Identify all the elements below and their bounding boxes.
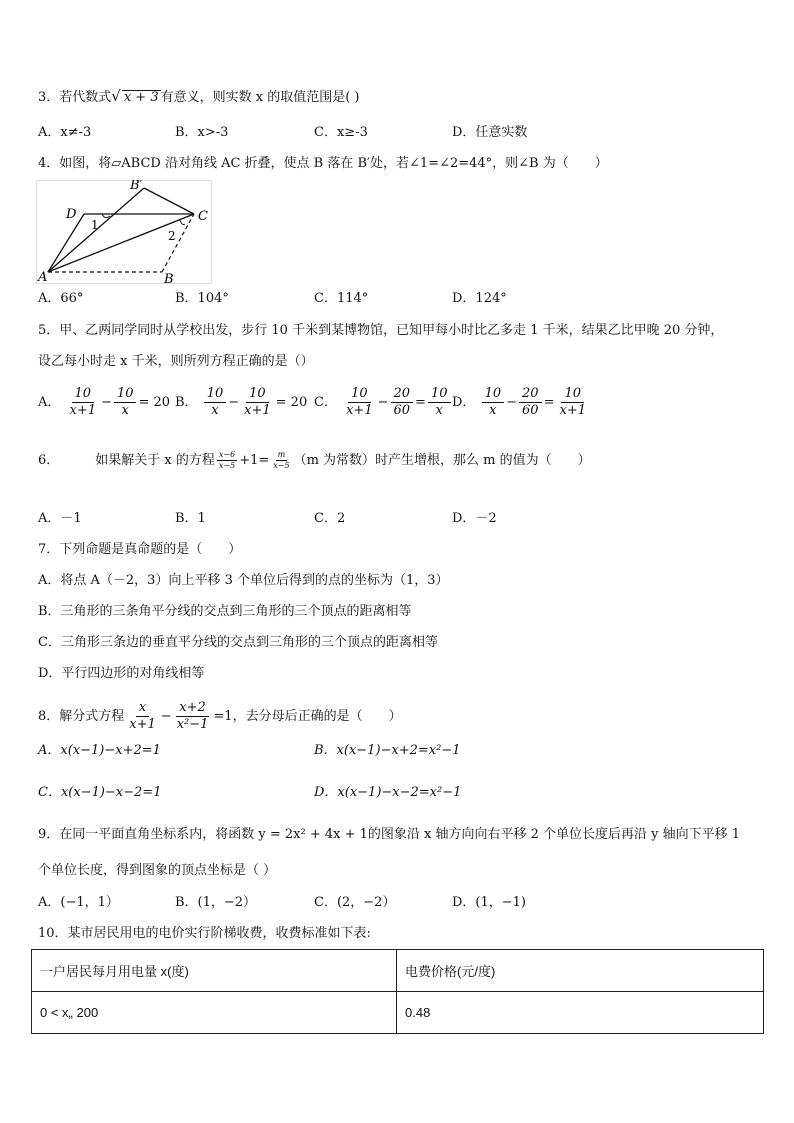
q9-stem-line1: 9．在同一平面直角坐标系内，将函数 y = 2x² + 4x + 1的图象沿 x 轴方向向右平移 2 个单位长度后再沿 y 轴向下平移 1	[38, 827, 741, 842]
diagonal-ac	[48, 214, 194, 272]
q4-option-c: C．114°	[314, 291, 369, 306]
numerator: 20	[519, 386, 542, 403]
q8-stem	[38, 700, 402, 733]
fraction	[126, 700, 159, 733]
q9-option-b: B．(1，−2）	[175, 895, 257, 910]
numerator: 10	[428, 386, 451, 403]
fraction	[391, 386, 414, 419]
q8-option-c: C．x(x−1)−x−2=1	[38, 785, 162, 800]
q7-option-d: D．平行四边形的对角线相等	[38, 666, 205, 681]
option-label: D．	[452, 395, 476, 410]
fraction	[482, 386, 505, 419]
q5-stem-line1: 5．甲、乙两同学同时从学校出发，步行 10 千米到某博物馆，已知甲每小时比乙多走 1 千米，结果乙比甲晚 20 分钟，	[38, 323, 724, 338]
parallelogram-fold-figure	[36, 180, 212, 284]
q7-option-a: A．将点 A（－2，3）向上平移 3 个单位后得到的点的坐标为（1，3）	[38, 573, 449, 588]
q6-option-a: A．－1	[38, 511, 82, 526]
fraction	[204, 386, 227, 419]
q3-option-b: B．x>-3	[175, 125, 229, 140]
edge-ad	[48, 214, 84, 272]
q3-option-a: A．x≠-3	[38, 125, 92, 140]
fraction	[343, 386, 376, 419]
operator: +1=	[239, 453, 270, 468]
numerator: 10	[561, 386, 584, 403]
q7-stem: 7．下列命题是真命题的是（ ）	[38, 542, 242, 557]
denominator: x+1	[346, 403, 373, 418]
fraction	[241, 386, 274, 419]
q8-option-a: A．x(x−1)−x+2=1	[38, 743, 161, 758]
table-header-price: 电费价格(元/度)	[397, 950, 764, 992]
option-label: C．	[314, 395, 337, 410]
q5-option-d	[452, 386, 591, 419]
q9-option-d: D．(1，−1)	[452, 895, 527, 910]
label-d: D	[66, 207, 77, 222]
denominator: x+1	[244, 403, 271, 418]
denominator: x−5	[273, 461, 290, 470]
fraction	[174, 700, 212, 733]
numerator: 10	[246, 386, 269, 403]
q9-option-c: C．(2，−2）	[314, 895, 396, 910]
q4-option-b: B．104°	[175, 291, 229, 306]
q3-radicand: x + 3	[123, 90, 159, 105]
label-a: A	[38, 270, 48, 284]
edge-b-prime-c	[144, 188, 194, 214]
operator: =	[543, 395, 555, 410]
numerator: m	[277, 450, 286, 459]
q3-option-d: D．任意实数	[452, 125, 528, 140]
q8-option-b: B．x(x−1)−x+2=x²−1	[314, 743, 461, 758]
denominator: x	[211, 403, 219, 418]
table-header-row	[32, 950, 764, 992]
q5-option-a	[38, 386, 170, 419]
label-angle-2: 2	[168, 229, 176, 243]
q6-stem-b: （m 为常数）时产生增根，那么 m 的值为（ ）	[293, 453, 591, 468]
denominator: x+1	[69, 403, 97, 418]
denominator: x+1	[129, 717, 156, 732]
option-label: B．	[175, 395, 198, 410]
operator: −	[506, 395, 518, 410]
q6-stem-a: 如果解关于 x 的方程	[95, 453, 215, 468]
operator: −	[377, 395, 389, 410]
q9-stem-line2: 个单位长度，得到图象的顶点坐标是（ ）	[38, 863, 277, 878]
operator: −	[160, 709, 172, 724]
q6-option-b: B．1	[175, 511, 206, 526]
label-c: C	[198, 209, 208, 224]
q6-stem	[38, 450, 591, 471]
electricity-fee-table	[31, 949, 764, 1034]
q4-option-d: D．124°	[452, 291, 507, 306]
rhs: = 20	[138, 395, 171, 410]
numerator: 10	[114, 386, 137, 403]
q9-option-a: A．(−1，1）	[38, 895, 119, 910]
q6-option-c: C．2	[314, 511, 346, 526]
operator: −	[228, 395, 240, 410]
rhs: = 20	[275, 395, 308, 410]
numerator: 10	[482, 386, 505, 403]
figure-frame	[37, 181, 212, 284]
label-b: B	[164, 272, 174, 284]
numerator: 10	[348, 386, 371, 403]
table-cell-usage: 0 < x„ 200	[32, 992, 397, 1034]
denominator: x	[489, 403, 497, 418]
denominator: x−5	[218, 461, 236, 470]
option-label: A．	[38, 395, 61, 410]
denominator: x	[121, 403, 129, 418]
numerator: 10	[72, 386, 95, 403]
denominator: 60	[393, 403, 411, 418]
table-cell-price: 0.48	[397, 992, 764, 1034]
q5-option-c	[314, 386, 453, 419]
q10-stem: 10．某市居民用电的电价实行阶梯收费，收费标准如下表:	[38, 926, 371, 941]
numerator: x	[136, 700, 149, 717]
q8-option-d: D．x(x−1)−x−2=x²−1	[314, 785, 462, 800]
denominator: 60	[522, 403, 539, 418]
q5-stem-line2: 设乙每小时走 x 千米，则所列方程正确的是（）	[38, 354, 314, 369]
angle-2-arc	[180, 220, 185, 225]
q3-stem	[38, 87, 359, 107]
fraction	[271, 450, 291, 471]
q4-stem: 4．如图，将▱ABCD 沿对角线 AC 折叠，使点 B 落在 B′处，若∠1=∠2=44°，则∠B 为（ ）	[38, 156, 608, 171]
q6-number: 6．	[38, 453, 60, 468]
q8-stem-a: 8．解分式方程	[38, 709, 125, 724]
fraction	[114, 386, 137, 419]
edge-bc-dashed	[162, 214, 194, 272]
numerator: 10	[204, 386, 227, 403]
numerator: 20	[391, 386, 414, 403]
table-header-usage: 一户居民每月用电量 x(度)	[32, 950, 397, 992]
numerator: x−6	[218, 450, 236, 459]
label-b-prime: B′	[130, 180, 143, 193]
fraction	[556, 386, 589, 419]
q5-option-b	[175, 386, 307, 419]
numerator: x+2	[176, 700, 209, 717]
q3-stem-b: 有意义，则实数 x 的取值范围是( )	[160, 90, 360, 105]
q8-stem-b: =1，去分母后正确的是（ ）	[213, 709, 402, 724]
sqrt-sign: √	[111, 87, 121, 105]
denominator: x	[435, 403, 443, 418]
q4-option-a: A．66°	[38, 291, 84, 306]
q7-option-c: C．三角形三条边的垂直平分线的交点到三角形的三个顶点的距离相等	[38, 635, 438, 650]
operator: =	[415, 395, 426, 410]
q7-option-b: B．三角形的三条角平分线的交点到三角形的三个顶点的距离相等	[38, 604, 412, 619]
q3-stem-a: 3．若代数式	[38, 90, 112, 105]
denominator: x²−1	[176, 717, 209, 732]
q3-option-c: C．x≥-3	[314, 125, 368, 140]
operator: −	[101, 395, 112, 410]
label-angle-1: 1	[91, 218, 99, 232]
fraction	[519, 386, 542, 419]
q6-option-d: D．－2	[452, 511, 497, 526]
fraction	[217, 450, 237, 471]
table-row	[32, 992, 764, 1034]
fraction	[67, 386, 100, 419]
fraction	[428, 386, 451, 419]
denominator: x+1	[559, 403, 586, 418]
